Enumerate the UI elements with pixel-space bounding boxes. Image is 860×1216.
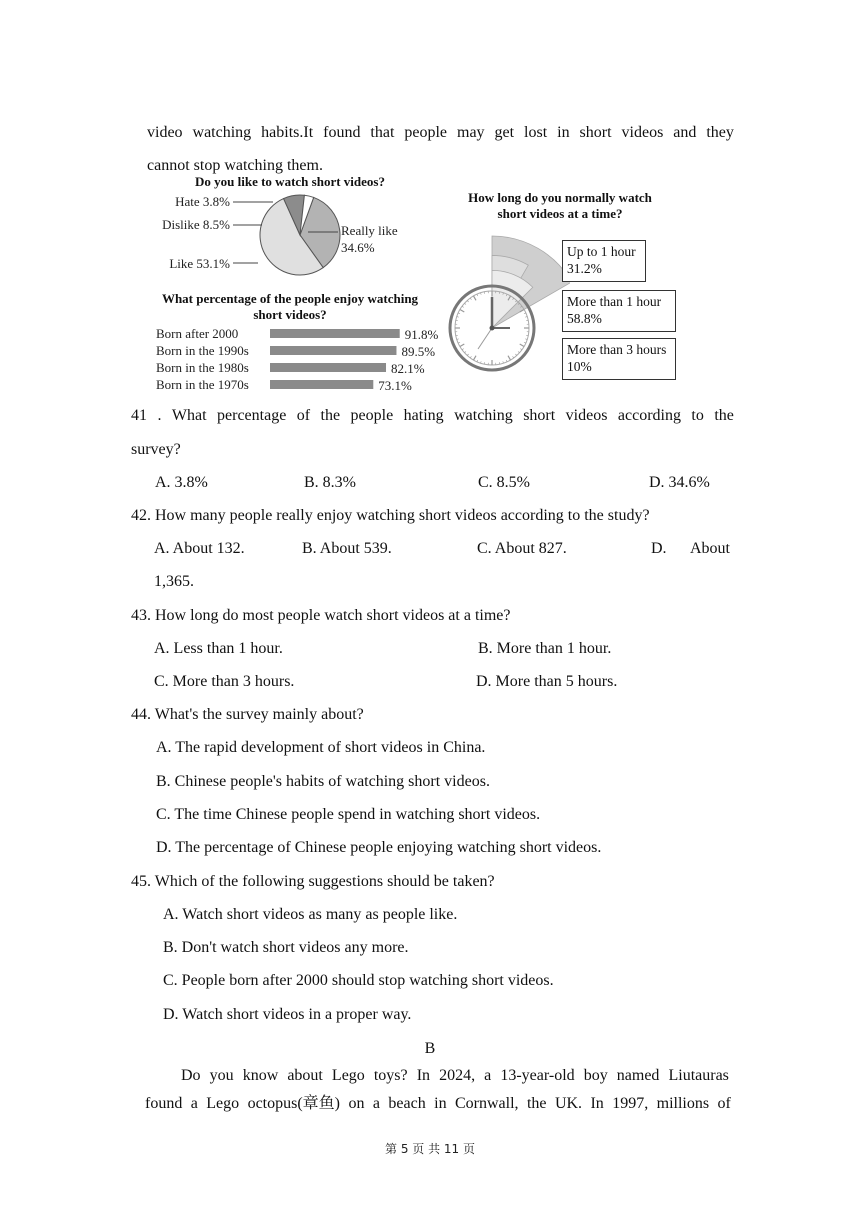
q41-word: people [350,407,394,424]
q42-option-b: B. About 539. [302,540,392,557]
intro-word: get [494,124,515,141]
q41-word: percentage [217,407,287,424]
intro-word: watching [192,124,252,141]
section-b-line-2 [145,1094,731,1114]
clock-tick [477,360,478,362]
section-b-word: the [526,1095,547,1112]
q42-option-c: C. About 827. [477,540,567,557]
bar-value-label: 73.1% [378,378,412,393]
intro-word: that [370,124,395,141]
bar-value-label: 82.1% [391,361,425,376]
q42-option-a: A. About 132. [154,540,245,557]
legend-more-than-1-hour [562,290,676,332]
q42-option-d-letter: D. [651,540,667,557]
clock-chart [440,225,570,385]
q43-option-a: A. Less than 1 hour. [154,640,283,657]
q43-option-b: B. More than 1 hour. [478,640,612,657]
clock-tick [515,354,516,355]
clock-tick [474,356,477,360]
section-b-word: Cornwall, [455,1095,519,1112]
q42-option-d-wrap: 1,365. [154,573,194,590]
section-b-word: a [372,1095,380,1112]
q44-option-c: C. The time Chinese people spend in watching short videos. [156,806,541,823]
intro-word: habits.It [261,124,314,141]
clock-tick [508,356,511,360]
bar [270,363,386,372]
clock-tick [465,351,466,352]
section-b-word: millions [656,1095,710,1112]
q41-word: watching [454,407,513,424]
intro-line-1 [147,123,734,143]
section-b-word: in [434,1095,447,1112]
clock-tick [465,303,466,304]
legend-more-than-1-hour-label: More than 1 hour [567,294,662,309]
q41-option-c: C. 8.5% [478,474,530,491]
section-b-word: a [190,1095,198,1112]
q44-option-b: B. Chinese people's habits of watching short videos. [156,773,490,790]
q45-option-b: B. Don't watch short videos any more. [163,939,409,956]
q45-option-c: C. People born after 2000 should stop watching short videos. [163,972,554,989]
clock-tick [520,344,524,347]
clock-tick [462,349,464,350]
intro-word: videos [621,124,664,141]
section-b-word: octopus(章鱼) [247,1095,341,1112]
q43-option-d: D. More than 5 hours. [476,673,618,690]
page-footer: 第 5 页 共 11 页 [385,1142,475,1156]
clock-tick [467,354,468,355]
intro-word: lost [524,124,548,141]
legend-more-than-3-hours-label: More than 3 hours [567,342,667,357]
clock-tick [458,313,460,314]
clock-tick [474,296,477,300]
bar-chart-title-line-2: short videos? [253,307,327,322]
section-b-word: toys? [373,1067,408,1084]
q41-word: hating [403,407,444,424]
section-b-word: boy [583,1067,608,1084]
clock-tick [524,313,526,314]
q41-word: to [691,407,704,424]
section-b-word: know [242,1067,279,1084]
pie-label-hate: Hate 3.8% [175,194,230,209]
clock-tick [513,356,514,358]
clock-tick [470,356,471,358]
section-b-word: you [209,1067,234,1084]
pie-label-like: Like 53.1% [169,256,230,271]
q41-word: the [714,407,734,424]
clock-tick [458,342,460,343]
section-b-word: about [287,1067,323,1084]
q41-option-a: A. 3.8% [155,474,208,491]
pie-label-really-like: Really like [341,223,398,238]
clock-tick [520,349,522,350]
q45-option-a: A. Watch short videos as many as people like. [163,906,458,923]
intro-word: and [673,124,697,141]
clock-tick [467,301,468,302]
section-b-word: Lego [331,1067,365,1084]
bar [270,380,373,389]
bar [270,329,400,338]
bar-chart-title-line-1: What percentage of the people enjoy watching [161,291,419,306]
q45-stem: 45. Which of the following suggestions should be taken? [131,873,495,890]
bar-category-label: Born in the 1970s [156,377,249,392]
section-b-word: In [416,1067,431,1084]
clock-tick [470,298,471,300]
legend-more-than-1-hour-value: 58.8% [567,311,602,326]
section-b-word: of [717,1095,731,1112]
section-b-word: In [590,1095,604,1112]
intro-word: video [147,124,183,141]
pie-chart-title: Do you like to watch short videos? [195,174,385,189]
intro-word: people [404,124,448,141]
q43-stem: 43. How long do most people watch short videos at a time? [131,607,511,624]
section-b-word: 1997, [612,1095,649,1112]
q44-option-a: A. The rapid development of short videos in China. [156,739,486,756]
section-b-word: 13-year-old [500,1067,575,1084]
clock-tick [518,351,519,352]
q45-option-d: D. Watch short videos in a proper way. [163,1006,412,1023]
clock-chart-title-line-2: short videos at a time? [497,206,623,221]
legend-up-to-1-hour [562,240,646,282]
bar-category-label: Born after 2000 [156,326,239,341]
q41-word: . [157,407,162,424]
section-b-word: Liutauras [668,1067,729,1084]
intro-line-2: cannot stop watching them. [147,157,323,174]
q44-stem: 44. What's the survey mainly about? [131,706,364,723]
bar-chart [150,325,450,397]
q43-option-c: C. More than 3 hours. [154,673,295,690]
section-b-word: a [484,1067,492,1084]
bar-value-label: 91.8% [404,327,439,342]
intro-word: may [457,124,485,141]
bar-chart-title [130,291,450,323]
bar-category-label: Born in the 1990s [156,343,249,358]
pie-label-dislike: Dislike 8.5% [162,217,230,232]
clock-tick [477,294,478,296]
pie-value-really-like: 34.6% [341,240,375,255]
q41-word: videos [565,407,608,424]
section-b-word: Do [181,1067,201,1084]
bar [270,346,396,355]
section-b-word: found [145,1095,183,1112]
legend-more-than-3-hours-value: 10% [567,359,592,374]
q41-stem-line-1 [131,406,734,426]
legend-more-than-3-hours [562,338,676,380]
intro-word: found [323,124,361,141]
q41-word: 41 [131,407,147,424]
section-b-word: named [616,1067,660,1084]
q44-option-d: D. The percentage of Chinese people enjoying watching short videos. [156,839,602,856]
section-b-heading: B [424,1040,436,1057]
clock-chart-title [440,190,680,222]
q41-option-b: B. 8.3% [304,474,356,491]
clock-tick [460,344,464,347]
q41-word: What [171,407,207,424]
section-b-word: Lego [206,1095,240,1112]
intro-word: short [579,124,612,141]
section-b-word: beach [388,1095,426,1112]
q42-stem: 42. How many people really enjoy watching short videos according to the study? [131,507,650,524]
q41-word: according [617,407,681,424]
clock-tick [460,310,464,313]
bar-value-label: 89.5% [401,344,436,359]
clock-tick [462,306,464,307]
section-b-word: UK. [554,1095,583,1112]
q41-word: the [320,407,341,424]
q41-word: of [296,407,311,424]
clock-chart-title-line-1: How long do you normally watch [468,190,652,205]
q41-stem-line-2: survey? [131,441,181,458]
clock-tick [506,360,507,362]
q41-option-d: D. 34.6% [649,474,710,491]
legend-up-to-1-hour-label: Up to 1 hour [567,244,636,259]
intro-word: in [557,124,570,141]
pie-chart [140,190,440,285]
section-b-word: on [348,1095,365,1112]
section-b-line-1 [181,1066,729,1086]
legend-up-to-1-hour-value: 31.2% [567,261,602,276]
section-b-word: 2024, [439,1067,476,1084]
q41-word: short [523,407,556,424]
bar-category-label: Born in the 1980s [156,360,249,375]
clock-tick [524,342,526,343]
q42-option-d-word: About [690,540,730,557]
intro-word: they [706,124,734,141]
